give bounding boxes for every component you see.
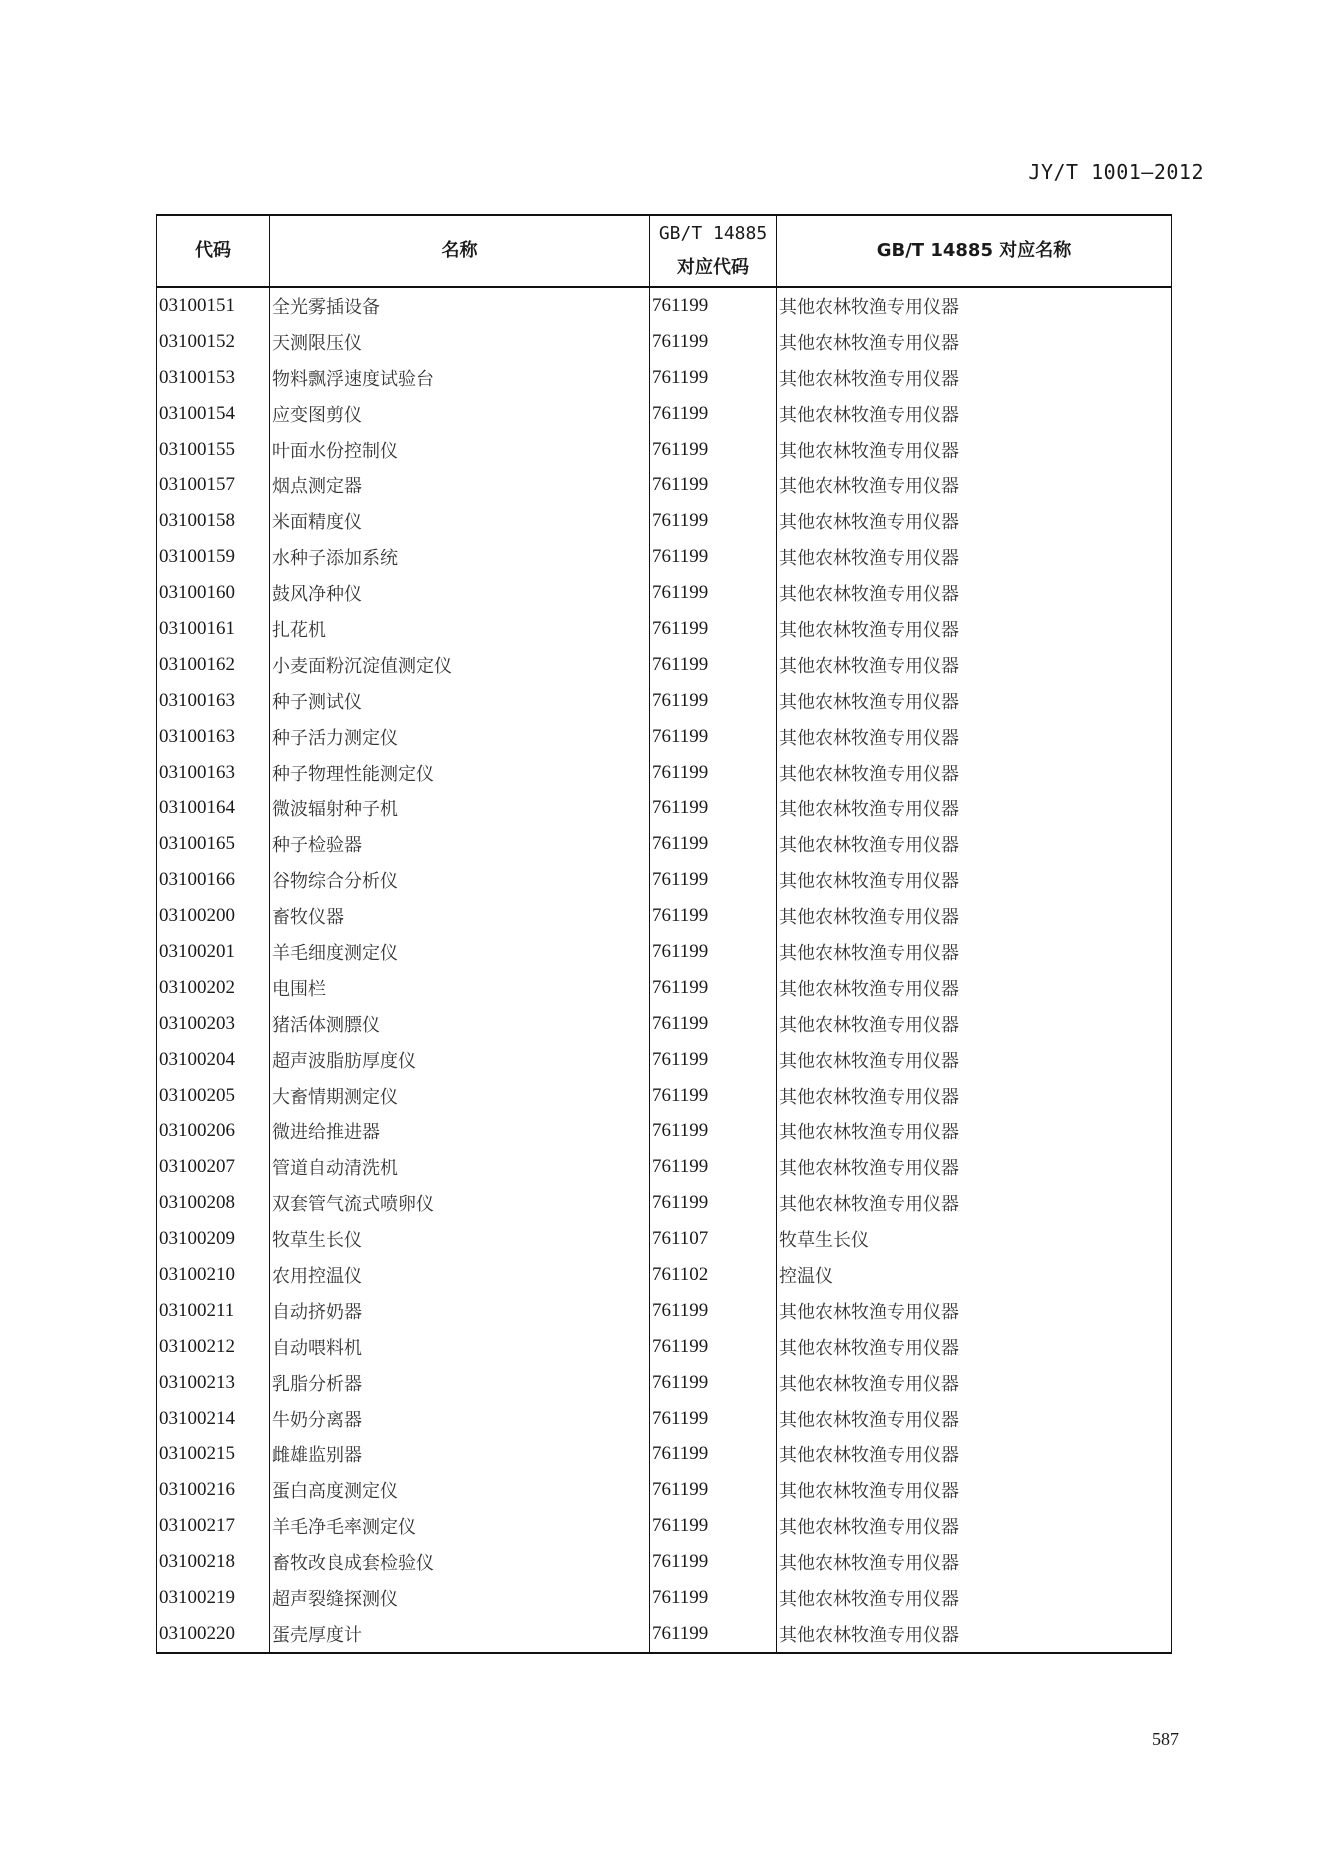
cell-name: 种子测试仪 [270,683,650,719]
cell-code: 03100157 [157,467,270,503]
cell-name: 烟点测定器 [270,467,650,503]
cell-gb-code: 761199 [650,467,777,503]
cell-code: 03100202 [157,970,270,1006]
cell-code: 03100163 [157,719,270,755]
cell-gb-name: 其他农林牧渔专用仪器 [777,1329,1172,1365]
cell-gb-code: 761199 [650,862,777,898]
cell-gb-name: 其他农林牧渔专用仪器 [777,503,1172,539]
table-row [157,683,1172,719]
cell-name: 管道自动清洗机 [270,1149,650,1185]
gb-code-header-line2: 对应代码 [677,257,749,278]
gb-code-header-line1: GB/T 14885 [658,223,768,244]
cell-gb-name: 控温仪 [777,1257,1172,1293]
cell-name: 种子物理性能测定仪 [270,755,650,791]
cell-gb-name: 其他农林牧渔专用仪器 [777,1472,1172,1508]
page-number: 587 [1152,1729,1179,1749]
table-row [157,1293,1172,1329]
cell-name: 扎花机 [270,611,650,647]
cell-gb-code: 761199 [650,1544,777,1580]
cell-name: 种子检验器 [270,826,650,862]
table-row [157,611,1172,647]
cell-gb-name: 其他农林牧渔专用仪器 [777,611,1172,647]
table-row [157,1257,1172,1293]
cell-gb-code: 761199 [650,1401,777,1437]
cell-gb-code: 761199 [650,898,777,934]
cell-code: 03100153 [157,360,270,396]
table-row [157,467,1172,503]
cell-name: 超声波脂肪厚度仪 [270,1042,650,1078]
cell-name: 微进给推进器 [270,1113,650,1149]
cell-gb-name: 其他农林牧渔专用仪器 [777,1185,1172,1221]
cell-code: 03100212 [157,1329,270,1365]
cell-name: 鼓风净种仪 [270,575,650,611]
cell-gb-name: 其他农林牧渔专用仪器 [777,1508,1172,1544]
cell-gb-name: 其他农林牧渔专用仪器 [777,1580,1172,1616]
cell-gb-code: 761199 [650,324,777,360]
cell-name: 应变图剪仪 [270,396,650,432]
cell-gb-code: 761199 [650,1078,777,1114]
table-row [157,1221,1172,1257]
cell-gb-name: 其他农林牧渔专用仪器 [777,1006,1172,1042]
cell-gb-name: 其他农林牧渔专用仪器 [777,396,1172,432]
table-row [157,898,1172,934]
table-row [157,719,1172,755]
cell-name: 天测限压仪 [270,324,650,360]
table-row [157,826,1172,862]
cell-gb-name: 其他农林牧渔专用仪器 [777,1113,1172,1149]
cell-gb-name: 其他农林牧渔专用仪器 [777,324,1172,360]
table-row [157,970,1172,1006]
cell-gb-code: 761199 [650,575,777,611]
cell-gb-name: 其他农林牧渔专用仪器 [777,1437,1172,1473]
cell-gb-code: 761199 [650,1185,777,1221]
cell-gb-code: 761199 [650,1437,777,1473]
table-row [157,324,1172,360]
cell-code: 03100206 [157,1113,270,1149]
table-row [157,934,1172,970]
table-row [157,1006,1172,1042]
cell-code: 03100210 [157,1257,270,1293]
column-header-name: 名称 [270,215,650,287]
cell-name: 双套管气流式喷卵仪 [270,1185,650,1221]
table-row [157,287,1172,324]
cell-gb-name: 牧草生长仪 [777,1221,1172,1257]
table-row [157,1042,1172,1078]
table-row [157,1365,1172,1401]
cell-name: 叶面水份控制仪 [270,432,650,468]
cell-gb-code: 761199 [650,1616,777,1653]
table-row [157,790,1172,826]
cell-name: 羊毛净毛率测定仪 [270,1508,650,1544]
table-row [157,862,1172,898]
table-row [157,360,1172,396]
cell-name: 蛋壳厚度计 [270,1616,650,1653]
cell-gb-name: 其他农林牧渔专用仪器 [777,1149,1172,1185]
cell-gb-name: 其他农林牧渔专用仪器 [777,1365,1172,1401]
cell-code: 03100154 [157,396,270,432]
cell-gb-code: 761199 [650,360,777,396]
table-row [157,1580,1172,1616]
table-row [157,1329,1172,1365]
cell-code: 03100165 [157,826,270,862]
cell-code: 03100166 [157,862,270,898]
cell-gb-code: 761199 [650,503,777,539]
cell-code: 03100213 [157,1365,270,1401]
cell-name: 物料飘浮速度试验台 [270,360,650,396]
cell-gb-name: 其他农林牧渔专用仪器 [777,360,1172,396]
cell-code: 03100214 [157,1401,270,1437]
cell-name: 牧草生长仪 [270,1221,650,1257]
cell-gb-code: 761199 [650,396,777,432]
table-row [157,396,1172,432]
column-header-code: 代码 [157,215,270,287]
cell-gb-name: 其他农林牧渔专用仪器 [777,683,1172,719]
cell-gb-code: 761199 [650,287,777,324]
cell-gb-code: 761199 [650,683,777,719]
table-row [157,1437,1172,1473]
table-row [157,1401,1172,1437]
cell-gb-code: 761199 [650,1508,777,1544]
cell-code: 03100207 [157,1149,270,1185]
column-header-gb-code [650,215,777,287]
cell-gb-code: 761199 [650,755,777,791]
cell-code: 03100205 [157,1078,270,1114]
cell-gb-name: 其他农林牧渔专用仪器 [777,862,1172,898]
cell-code: 03100204 [157,1042,270,1078]
cell-gb-code: 761199 [650,1042,777,1078]
cell-gb-code: 761199 [650,826,777,862]
cell-gb-name: 其他农林牧渔专用仪器 [777,1078,1172,1114]
cell-name: 米面精度仪 [270,503,650,539]
table-row [157,575,1172,611]
cell-name: 畜牧改良成套检验仪 [270,1544,650,1580]
cell-name: 猪活体测膘仪 [270,1006,650,1042]
cell-gb-name: 其他农林牧渔专用仪器 [777,287,1172,324]
table-row [157,1185,1172,1221]
cell-gb-code: 761199 [650,719,777,755]
cell-gb-code: 761199 [650,1149,777,1185]
cell-code: 03100160 [157,575,270,611]
cell-code: 03100152 [157,324,270,360]
cell-code: 03100159 [157,539,270,575]
cell-gb-code: 761199 [650,790,777,826]
cell-gb-code: 761199 [650,1006,777,1042]
cell-name: 自动挤奶器 [270,1293,650,1329]
instrument-code-table [156,214,1172,1654]
cell-code: 03100155 [157,432,270,468]
cell-gb-name: 其他农林牧渔专用仪器 [777,898,1172,934]
cell-gb-name: 其他农林牧渔专用仪器 [777,647,1172,683]
cell-gb-code: 761199 [650,1329,777,1365]
table-row [157,647,1172,683]
cell-code: 03100218 [157,1544,270,1580]
cell-gb-code: 761199 [650,611,777,647]
cell-gb-code: 761199 [650,1293,777,1329]
cell-code: 03100209 [157,1221,270,1257]
cell-name: 谷物综合分析仪 [270,862,650,898]
cell-gb-code: 761199 [650,539,777,575]
cell-code: 03100161 [157,611,270,647]
cell-gb-name: 其他农林牧渔专用仪器 [777,934,1172,970]
cell-gb-code: 761199 [650,1113,777,1149]
cell-gb-code: 761199 [650,1580,777,1616]
cell-name: 种子活力测定仪 [270,719,650,755]
cell-gb-name: 其他农林牧渔专用仪器 [777,432,1172,468]
cell-code: 03100162 [157,647,270,683]
table-row [157,1113,1172,1149]
cell-name: 超声裂缝探测仪 [270,1580,650,1616]
table-row [157,755,1172,791]
cell-gb-name: 其他农林牧渔专用仪器 [777,790,1172,826]
cell-gb-code: 761199 [650,970,777,1006]
table-row [157,1472,1172,1508]
cell-name: 羊毛细度测定仪 [270,934,650,970]
cell-code: 03100151 [157,287,270,324]
cell-name: 微波辐射种子机 [270,790,650,826]
cell-code: 03100216 [157,1472,270,1508]
cell-name: 电围栏 [270,970,650,1006]
cell-gb-code: 761199 [650,934,777,970]
cell-code: 03100208 [157,1185,270,1221]
cell-gb-name: 其他农林牧渔专用仪器 [777,755,1172,791]
cell-code: 03100211 [157,1293,270,1329]
cell-gb-name: 其他农林牧渔专用仪器 [777,1616,1172,1653]
cell-code: 03100158 [157,503,270,539]
table-row [157,503,1172,539]
table-row [157,1078,1172,1114]
cell-code: 03100217 [157,1508,270,1544]
cell-code: 03100164 [157,790,270,826]
table-row [157,539,1172,575]
cell-gb-name: 其他农林牧渔专用仪器 [777,1401,1172,1437]
table-row [157,1544,1172,1580]
cell-name: 雌雄监别器 [270,1437,650,1473]
cell-code: 03100163 [157,683,270,719]
cell-code: 03100201 [157,934,270,970]
cell-name: 蛋白高度测定仪 [270,1472,650,1508]
table-row [157,1149,1172,1185]
table-row [157,1508,1172,1544]
cell-gb-code: 761199 [650,647,777,683]
cell-gb-name: 其他农林牧渔专用仪器 [777,1042,1172,1078]
cell-gb-code: 761199 [650,1365,777,1401]
cell-name: 小麦面粉沉淀值测定仪 [270,647,650,683]
cell-code: 03100219 [157,1580,270,1616]
cell-name: 大畜情期测定仪 [270,1078,650,1114]
cell-name: 农用控温仪 [270,1257,650,1293]
cell-gb-name: 其他农林牧渔专用仪器 [777,467,1172,503]
cell-code: 03100163 [157,755,270,791]
cell-code: 03100220 [157,1616,270,1653]
cell-gb-name: 其他农林牧渔专用仪器 [777,575,1172,611]
cell-code: 03100215 [157,1437,270,1473]
cell-name: 水种子添加系统 [270,539,650,575]
cell-gb-name: 其他农林牧渔专用仪器 [777,1544,1172,1580]
cell-code: 03100200 [157,898,270,934]
cell-gb-name: 其他农林牧渔专用仪器 [777,539,1172,575]
cell-gb-name: 其他农林牧渔专用仪器 [777,970,1172,1006]
cell-gb-name: 其他农林牧渔专用仪器 [777,1293,1172,1329]
cell-gb-name: 其他农林牧渔专用仪器 [777,719,1172,755]
cell-name: 畜牧仪器 [270,898,650,934]
cell-gb-code: 761107 [650,1221,777,1257]
cell-gb-code: 761102 [650,1257,777,1293]
column-header-gb-name: GB/T 14885 对应名称 [777,215,1172,287]
cell-name: 乳脂分析器 [270,1365,650,1401]
table-row [157,1616,1172,1653]
table-row [157,432,1172,468]
cell-name: 全光雾插设备 [270,287,650,324]
cell-gb-code: 761199 [650,432,777,468]
cell-code: 03100203 [157,1006,270,1042]
standard-code-header: JY/T 1001—2012 [1028,160,1204,184]
cell-gb-code: 761199 [650,1472,777,1508]
table-header-row [157,215,1172,287]
cell-name: 牛奶分离器 [270,1401,650,1437]
cell-gb-name: 其他农林牧渔专用仪器 [777,826,1172,862]
cell-name: 自动喂料机 [270,1329,650,1365]
